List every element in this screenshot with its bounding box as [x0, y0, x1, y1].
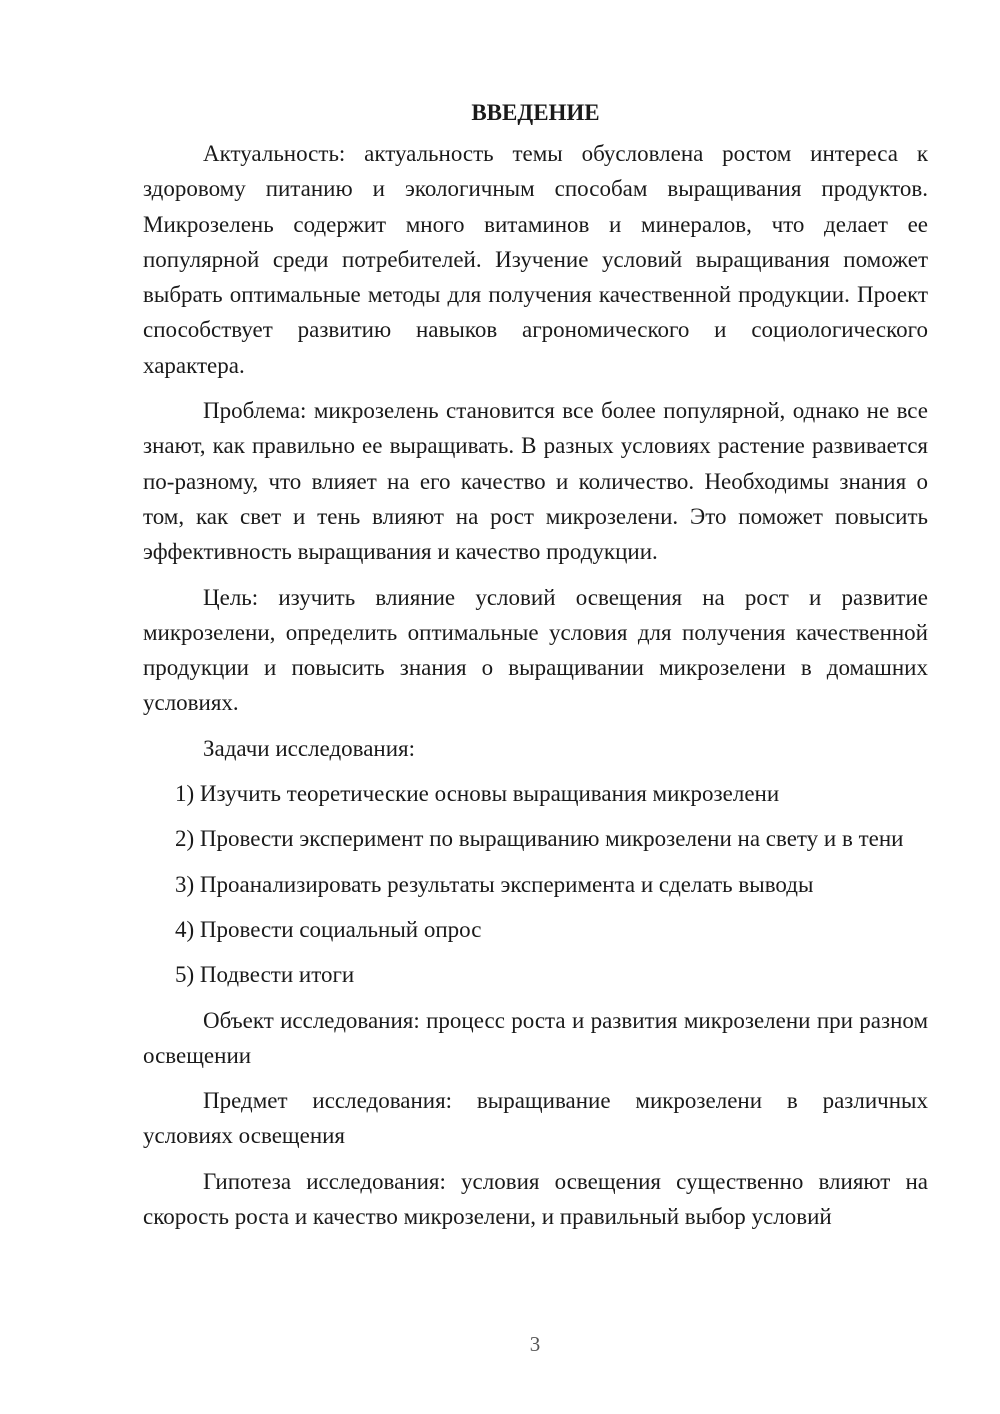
page-title: ВВЕДЕНИЕ: [471, 100, 600, 125]
list-item-task-4: 4) Провести социальный опрос: [175, 916, 482, 942]
paragraph-hypothesis: Гипотеза исследования: условия освещения существенно влияют на скорость роста и качество микрозелени, и правильный выбор условий: [143, 1168, 928, 1230]
paragraph-problem: Проблема: микрозелень становится все более популярной, однако не все знают, как правильно ее выращивать. В разных условиях растение развивается по-разному, что влияет на его качество и количество. Необходимы знания о том, как свет и тень влияют на рост микрозелени. Это поможет повысить эффективность выращивания и качество продукции.: [143, 398, 928, 565]
list-item-task-1: 1) Изучить теоретические основы выращивания микрозелени: [175, 781, 780, 807]
list-item-task-5: 5) Подвести итоги: [175, 962, 355, 988]
page-content: [143, 95, 928, 1244]
tasks-heading: Задачи исследования:: [203, 735, 416, 761]
paragraph-relevance: Актуальность: актуальность темы обусловлена ростом интереса к здоровому питанию и экологичным способам выращивания продуктов. Микрозелень содержит много витаминов и минералов, что делает ее популярной среди потребителей. Изучение условий выращивания поможет выбрать оптимальные методы для получения качественной продукции. Проект способствует развитию навыков агрономического и социологического характера.: [143, 141, 928, 378]
paragraph-goal: Цель: изучить влияние условий освещения на рост и развитие микрозелени, определить оптимальные условия для получения качественной продукции и повысить знания о выращивании микрозелени в домашних условиях.: [143, 584, 928, 716]
list-item-task-3: 3) Проанализировать результаты эксперимента и сделать выводы: [175, 871, 814, 897]
list-item-task-2: 2) Провести эксперимент по выращиванию микрозелени на свету и в тени: [175, 826, 904, 852]
page-number: 3: [529, 1332, 541, 1356]
paragraph-object: Объект исследования: процесс роста и развития микрозелени при разном освещении: [143, 1007, 928, 1068]
paragraph-subject: Предмет исследования: выращивание микрозелени в различных условиях освещения: [143, 1088, 928, 1149]
